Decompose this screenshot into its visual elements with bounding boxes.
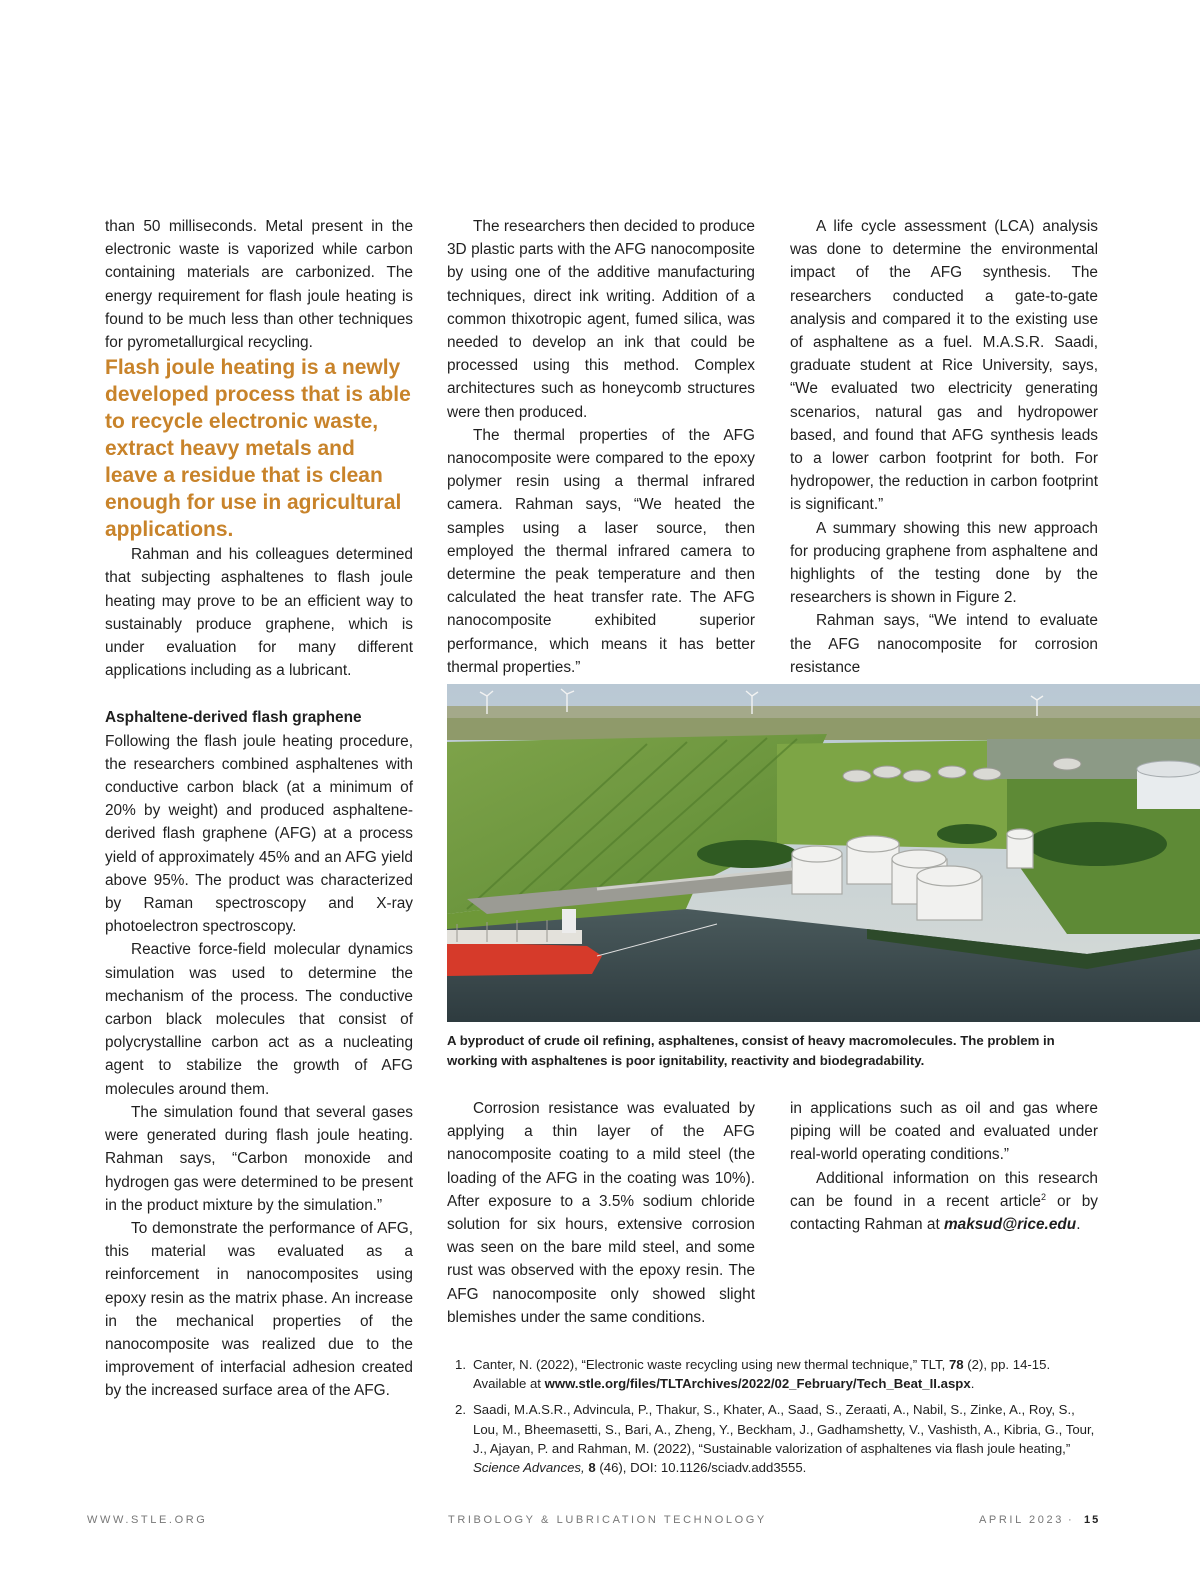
paragraph: A summary showing this new approach for producing graphene from asphaltene and highlights of the testing done by the researchers is shown in Figure 2. xyxy=(790,519,1098,607)
paragraph: A life cycle assessment (LCA) analysis was done to determine the environmental impact of the AFG synthesis. The researchers conducted a gate-to-gate analysis and compared it to the existing use of asphaltene as a fuel. M.A.S.R. Saadi, graduate student at Rice University, says, “We evaluated two electricity generating scenarios, natural gas and hydropower based, and found that AFG synthesis leads to a lower carbon footprint for both. For hydropower, the reduction in carbon footprint is significant.” xyxy=(790,218,1098,514)
column-2-bottom xyxy=(447,1097,755,1329)
reference-number: 1. xyxy=(455,1357,466,1372)
column-1 xyxy=(105,215,413,1403)
reference-text: (2), pp. 14-15. Available at xyxy=(473,1357,1051,1392)
page-number: 15 xyxy=(1084,1514,1101,1526)
paragraph xyxy=(790,1167,1098,1237)
reference-text: Canter, N. (2022), “Electronic waste recycling using new thermal technique,” TLT, xyxy=(473,1357,949,1372)
section-heading: Asphaltene-derived flash graphene xyxy=(105,709,362,727)
footer-publication: TRIBOLOGY & LUBRICATION TECHNOLOGY xyxy=(448,1514,767,1526)
paragraph: The simulation found that several gases were generated during flash joule heating. Rahman says, “Carbon monoxide and hydrogen gas were determined to be present in the product mixture by the simulation.” xyxy=(105,1103,413,1214)
pull-quote: Flash joule heating is a newly developed process that is able to recycle electronic waste, extract heavy metals and leave a residue that is clean enough for use in agricultural applications. xyxy=(105,356,411,542)
paragraph: To demonstrate the performance of AFG, this material was evaluated as a reinforcement in nanocomposites using epoxy resin as the matrix phase. An increase in the mechanical properties of the nanocomposite was realized due to the improvement of interfacial adhesion created by the increased surface area of the AFG. xyxy=(105,1219,413,1400)
column-3-top xyxy=(790,215,1098,679)
reference-item xyxy=(455,1400,1100,1477)
paragraph: The researchers then decided to produce 3D plastic parts with the AFG nanocomposite by using one of the additive manufacturing techniques, direct ink writing. Addition of a common thixotropic agent, fumed silica, was needed to develop an ink that could be processed using this method. Complex architectures such as honeycomb structures were then produced. xyxy=(447,218,755,421)
footnote-marker: 2 xyxy=(1040,1191,1046,1202)
paragraph: The thermal properties of the AFG nanocomposite were compared to the epoxy polymer resin using a thermal infrared camera. Rahman says, “We heated the samples using a laser source, then employed the thermal infrared camera to determine the peak temperature and then calculated the heat transfer rate. The AFG nanocomposite exhibited superior performance, which means it has better thermal properties.” xyxy=(447,426,755,676)
reference-item xyxy=(455,1355,1100,1393)
paragraph-text: or by contacting Rahman at xyxy=(790,1192,1098,1234)
paragraph: in applications such as oil and gas where piping will be coated and evaluated under real-world operating conditions.” xyxy=(790,1100,1098,1164)
reference-journal: Science Advances, xyxy=(473,1460,585,1476)
footer-separator: · xyxy=(1068,1514,1072,1526)
photo-caption: A byproduct of crude oil refining, asphaltenes, consist of heavy macromolecules. The problem in working with asphaltenes is poor ignitability, reactivity and biodegradability. xyxy=(447,1033,1055,1068)
reference-link[interactable]: www.stle.org/files/TLTArchives/2022/02_February/Tech_Beat_II.aspx xyxy=(544,1376,971,1392)
column-2-top xyxy=(447,215,755,679)
references-list xyxy=(455,1355,1100,1484)
email-link[interactable]: maksud@rice.edu xyxy=(944,1216,1077,1234)
paragraph: than 50 milliseconds. Metal present in the electronic waste is vaporized while carbon containing materials are carbonized. The energy requirement for flash joule heating is found to be much less than other techniques for pyrometallurgical recycling. xyxy=(105,218,413,352)
paragraph: Following the flash joule heating procedure, the researchers combined asphaltenes with conductive carbon black (at a minimum of 20% by weight) and produced asphaltene-derived flash graphene (AFG) at a process yield of approximately 45% and an AFG yield above 95%. The product was characterized by Raman spectroscopy and X-ray photoelectron spectroscopy. xyxy=(105,732,413,936)
paragraph-text: . xyxy=(1076,1216,1081,1234)
paragraph: Rahman says, “We intend to evaluate the AFG nanocomposite for corrosion resistance xyxy=(790,612,1098,676)
refinery-aerial-photo xyxy=(447,684,1200,1022)
paragraph: Reactive force-field molecular dynamics simulation was used to determine the mechanism of the process. The conductive carbon black molecules that consist of polycrystalline carbon act as a nucleating agent to stabilize the growth of AFG molecules around them. xyxy=(105,941,413,1098)
reference-number: 2. xyxy=(455,1402,466,1418)
reference-volume: 8 xyxy=(588,1460,596,1476)
paragraph: Corrosion resistance was evaluated by applying a thin layer of the AFG nanocomposite coating to a mild steel (the loading of the AFG in the coating was 10%). After exposure to a 3.5% sodium chloride solution for six hours, extensive corrosion was seen on the bare mild steel, and some rust was observed with the epoxy resin. The AFG nanocomposite only showed slight blemishes under the same conditions. xyxy=(447,1100,755,1326)
column-3-bottom xyxy=(790,1097,1098,1236)
paragraph-text: Additional information on this research can be found in a recent article xyxy=(790,1169,1098,1210)
reference-text: . xyxy=(970,1376,975,1392)
reference-text: Saadi, M.A.S.R., Advincula, P., Thakur, S., Khater, A., Saad, S., Zeraati, A., Nabil, S., Zinke, A., Roy, S., Lou, M., Bheemasetti, S., Bari, A., Zheng, Y., Beckham, J., Gadhamshetty, V., Vashisth, A., Kibria, G., Tour, J., Ajayan, P. and Rahman, M. (2022), “Sustainable valorization of asphaltenes via flash joule heating,” xyxy=(473,1402,1095,1456)
footer-date: APRIL 2023 xyxy=(979,1514,1064,1526)
footer-website: WWW.STLE.ORG xyxy=(87,1514,208,1526)
reference-text: (46), DOI: 10.1126/sciadv.add3555. xyxy=(595,1460,807,1476)
paragraph: Rahman and his colleagues determined that subjecting asphaltenes to flash joule heating may prove to be an efficient way to sustainably produce graphene, which is under evaluation for many different applications including as a lubricant. xyxy=(105,546,413,680)
reference-volume: 78 xyxy=(948,1357,964,1372)
